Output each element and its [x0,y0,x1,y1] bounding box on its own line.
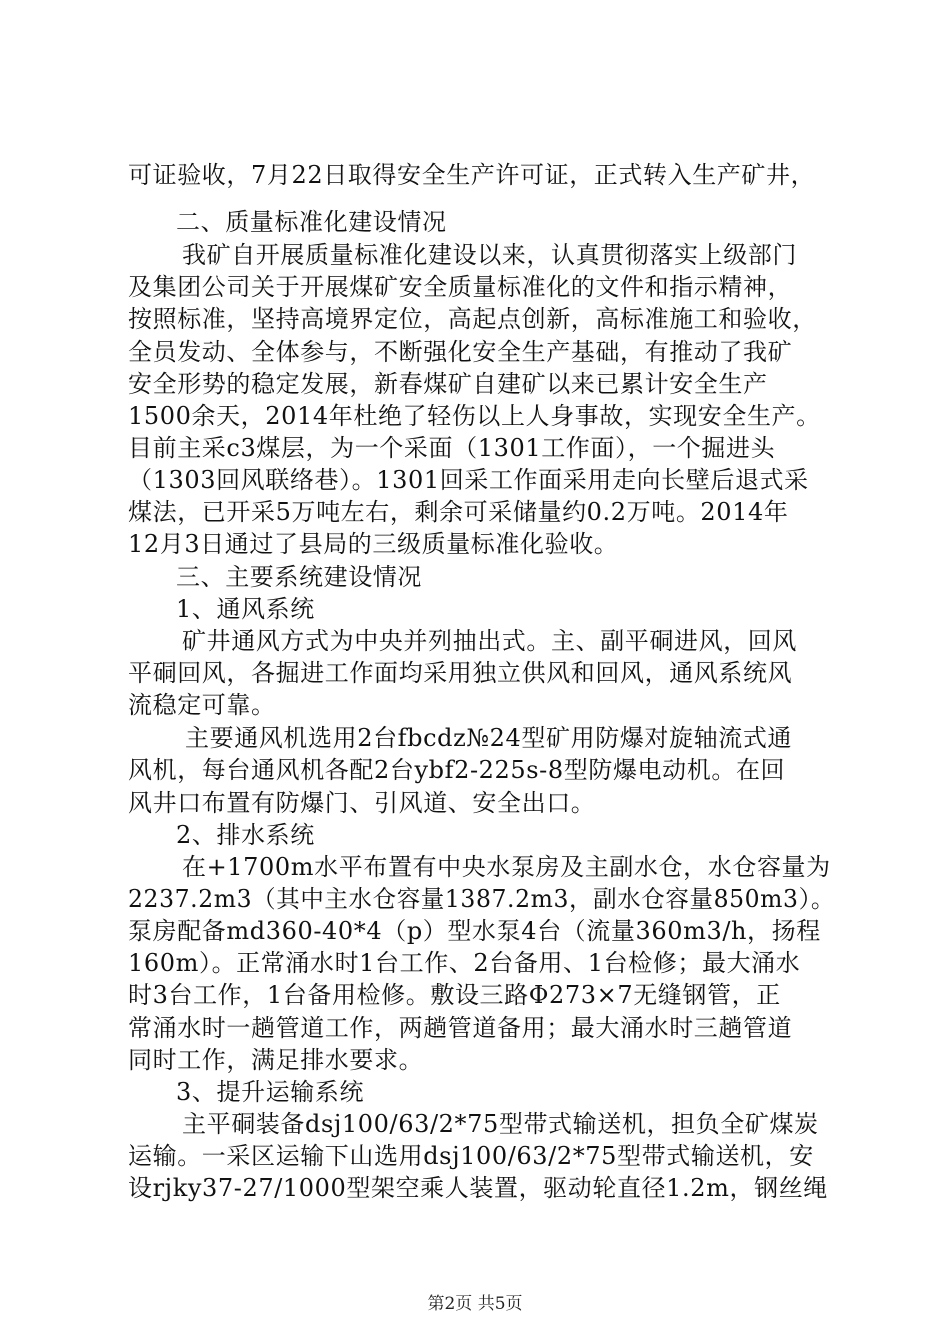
subsection-heading: 1、通风系统 [176,595,315,623]
text-line: 安全形势的稳定发展，新春煤矿自建矿以来已累计安全生产 [128,370,768,398]
text-line: 我矿自开展质量标准化建设以来，认真贯彻落实上级部门 [182,241,797,269]
text-line: 风井口布置有防爆门、引风道、安全出口。 [128,789,596,817]
text-line: 风机，每台通风机各配2台ybf2-225s-8型防爆电动机。在回 [128,756,786,784]
text-line: 运输。一采区运输下山选用dsj100/63/2*75型带式输送机，安 [128,1142,814,1170]
text-line: 可证验收，7月22日取得安全生产许可证，正式转入生产矿井， [128,161,816,189]
text-line: 及集团公司关于开展煤矿安全质量标准化的文件和指示精神， [128,273,793,301]
text-line: 时3台工作，1台备用检修。敷设三路Φ273×7无缝钢管，正 [128,981,781,1009]
text-line: 设rjky37-27/1000型架空乘人装置，驱动轮直径1.2m，钢丝绳 [128,1174,828,1202]
text-line: 160m）。正常涌水时1台工作、2台备用、1台检修；最大涌水 [128,949,801,977]
subsection-heading: 3、提升运输系统 [176,1078,365,1106]
text-line: 按照标准，坚持高境界定位，高起点创新，高标准施工和验收， [128,305,817,333]
page-number: 第2页 共5页 [427,1294,523,1314]
text-line: 泵房配备md360-40*4（p）型水泵4台（流量360m3/h，扬程 [128,917,821,945]
text-line: 1500余天，2014年杜绝了轻伤以上人身事故，实现安全生产。 [128,402,821,430]
text-line: 在+1700m水平布置有中央水泵房及主副水仓，水仓容量为 [182,853,831,881]
text-line: 主平硐装备dsj100/63/2*75型带式输送机，担负全矿煤炭 [182,1110,819,1138]
text-line: 同时工作，满足排水要求。 [128,1046,424,1074]
section-heading: 三、主要系统建设情况 [176,563,422,591]
text-line: 目前主采c3煤层，为一个采面（1301工作面），一个掘进头 [128,434,776,462]
text-line: 12月3日通过了县局的三级质量标准化验收。 [128,530,619,558]
text-line: 2237.2m3（其中主水仓容量1387.2m3，副水仓容量850m3）。 [128,885,836,913]
section-heading: 二、质量标准化建设情况 [176,208,447,236]
subsection-heading: 2、排水系统 [176,821,315,849]
text-line: 全员发动、全体参与，不断强化安全生产基础，有推动了我矿 [128,338,793,366]
text-line: 矿井通风方式为中央并列抽出式。主、副平硐进风，回风 [182,627,797,655]
text-line: 平硐回风，各掘进工作面均采用独立供风和回风，通风系统风 [128,659,793,687]
text-line: 常涌水时一趟管道工作，两趟管道备用；最大涌水时三趟管道 [128,1014,793,1042]
text-line: 煤法，已开采5万吨左右，剩余可采储量约0.2万吨。2014年 [128,498,789,526]
text-line: 流稳定可靠。 [128,691,276,719]
text-line: （1303回风联络巷）。1301回采工作面采用走向长壁后退式采 [128,466,809,494]
text-line: 主要通风机选用2台fbcdz№24型矿用防爆对旋轴流式通 [185,724,793,752]
